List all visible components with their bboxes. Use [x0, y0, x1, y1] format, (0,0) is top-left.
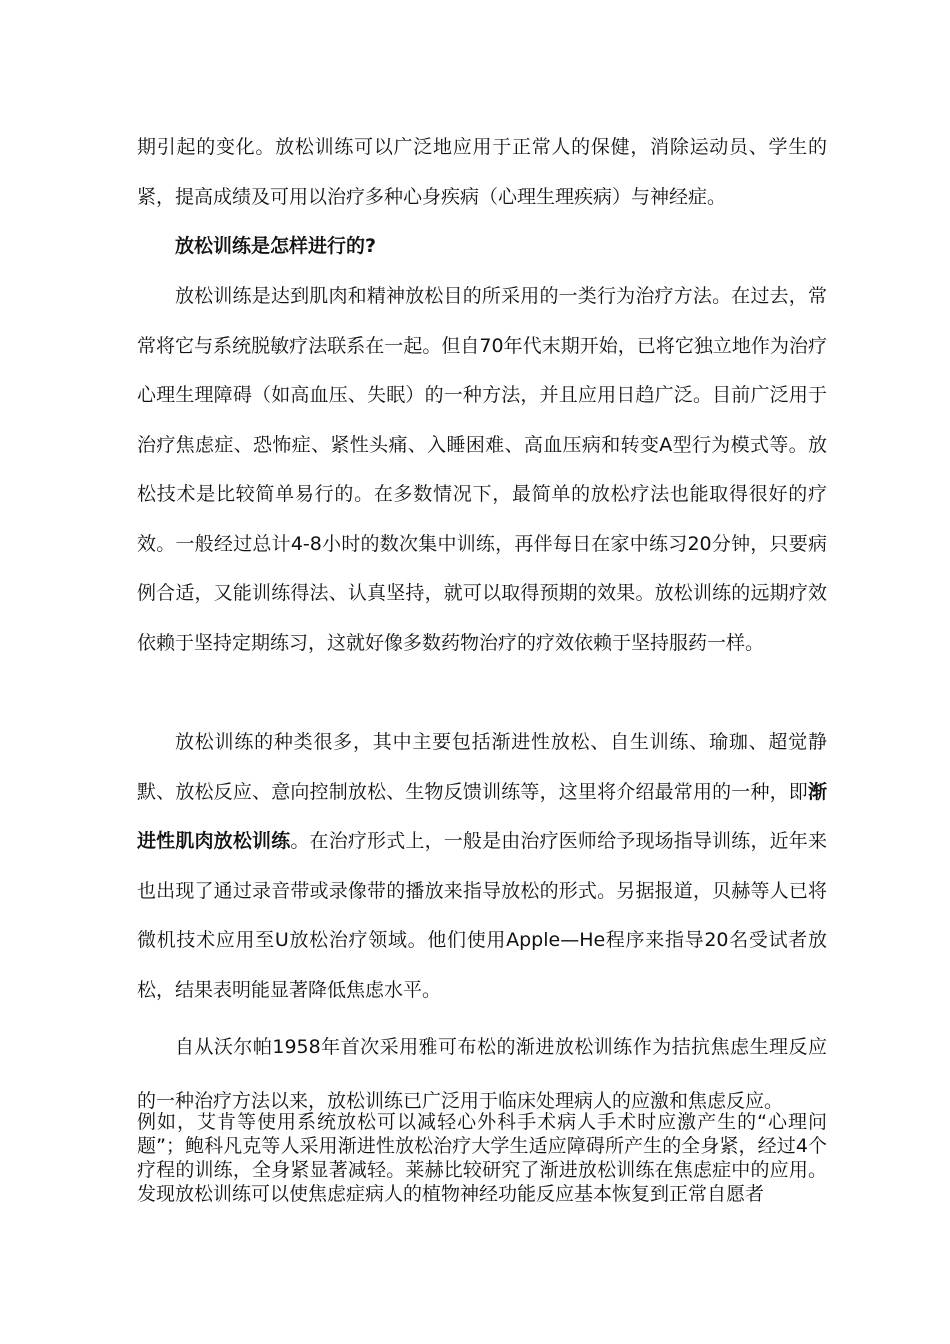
paragraph-types [137, 718, 827, 1015]
types-text-start: 放松训练的种类很多，其中主要包括渐进性放松、自生训练、瑜珈、超觉静默、放松反应、意向控制放松、生物反馈训练等，这里将介绍最常用的一种，即 [137, 731, 827, 803]
paragraph-method: 放松训练是达到肌肉和精神放松目的所采用的一类行为治疗方法。在过去，常常将它与系统脱敏疗法联系在一起。但自70年代末期开始，已将它独立地作为治疗心理生理障碍（如高血压、失眠）的一种方法，并且应用日趋广泛。目前广泛用于治疗焦虑症、恐怖症、紧性头痛、入睡困难、高血压病和转变A型行为模式等。放松技术是比较简单易行的。在多数情况下，最简单的放松疗法也能取得很好的疗效。一般经过总计4-8小时的数次集中训练，再伴每日在家中练习20分钟，只要病例合适，又能训练得法、认真坚持，就可以取得预期的效果。放松训练的远期疗效依赖于坚持定期练习，这就好像多数药物治疗的疗效依赖于坚持服药一样。 [137, 285, 827, 654]
progressive-relaxation-term: 渐进性肌肉放松训练 [137, 780, 827, 852]
types-text-end: 。在治疗形式上，一般是由治疗医师给予现场指导训练，近年来也出现了通过录音带或录像带的播放来指导放松的形式。另据报道，贝赫等人已将微机技术应用至U放松治疗领域。他们使用Apple—He程序来指导20名受试者放松，结果表明能显著降低焦虑水平。 [137, 830, 827, 1001]
paragraph-benefits: 期引起的变化。放松训练可以广泛地应用于正常人的保健，消除运动员、学生的紧，提高成绩及可用以治疗多种心身疾病（心理生理疾病）与神经症。 [137, 136, 827, 208]
paragraph-history: 自从沃尔帕1958年首次采用雅可布松的渐进放松训练作为拮抗焦虑生理反应的一种治疗方法以来，放松训练已广泛用于临床处理病人的应激和焦虑反应。 [137, 1036, 827, 1112]
paragraph-examples: 例如，艾肯等使用系统放松可以减轻心外科手术病人手术时应激产生的“心理问题”；鲍科凡克等人采用渐进性放松治疗大学生适应障碍所产生的全身紧，经过4个疗程的训练，全身紧显著减轻。莱赫比较研究了渐进放松训练在焦虑症中的应用。发现放松训练可以使焦虑症病人的植物神经功能反应基本恢复到正常自愿者 [137, 1111, 827, 1205]
section-heading: 放松训练是怎样进行的? [175, 235, 377, 257]
